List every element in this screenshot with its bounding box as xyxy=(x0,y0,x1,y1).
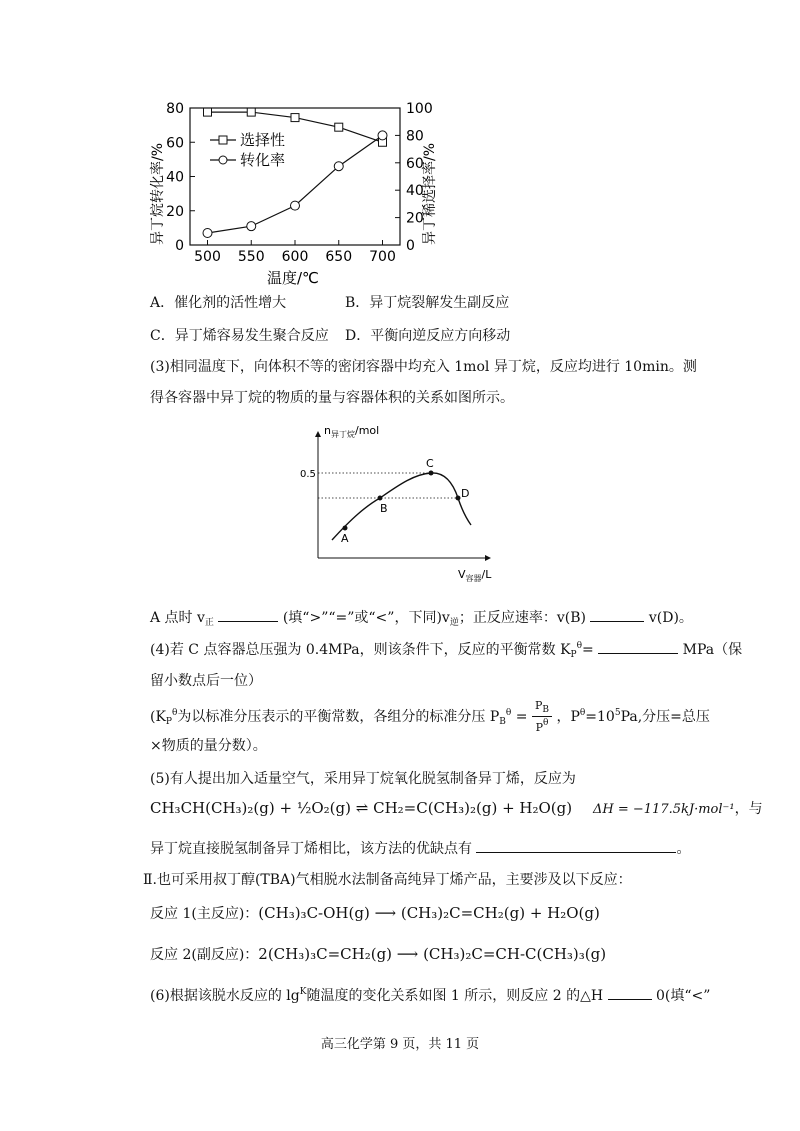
chart-conversion-selectivity xyxy=(140,95,450,290)
x-tick-label-500: 500 xyxy=(194,249,221,265)
point-conversion-500 xyxy=(203,229,212,238)
point-conversion-550 xyxy=(247,222,256,231)
option-a: A．催化剂的活性增大 xyxy=(150,295,287,311)
q5-line1: (5)有人提出加入适量空气，采用异丁烷氧化脱氢制备异丁烯，反应为 xyxy=(150,771,576,787)
blank-delta-h[interactable] xyxy=(608,999,652,1000)
q5-equation-line: CH₃CH(CH₃)₂(g) + ½O₂(g) ⇌ CH₂=C(CH₃)₂(g) + H₂O(g) ΔH = −117.5kJ·mol⁻¹，与 xyxy=(150,799,763,817)
y-right-axis-label: 异丁稀选择率/% xyxy=(422,142,438,245)
q3-line2: 得各容器中异丁烷的物质的量与容器体积的关系如图所示。 xyxy=(150,390,514,406)
y-right-tick-label-100: 100 xyxy=(406,101,433,117)
y-left-tick-label-60: 60 xyxy=(166,135,184,152)
label-b: B xyxy=(380,502,388,515)
y-right-tick-label-40: 40 xyxy=(406,183,424,200)
x-axis-label: $V_{容器}/L$ xyxy=(458,568,492,583)
point-b xyxy=(378,496,383,501)
point-selectivity-600 xyxy=(291,114,299,122)
y-axis-label: $n_{异丁烷}$/mol xyxy=(324,424,380,439)
blank-vb-vd[interactable] xyxy=(590,621,644,622)
legend-circle-marker xyxy=(219,156,227,164)
x-tick-label-700: 700 xyxy=(369,249,396,265)
y-tick-0.5: 0.5 xyxy=(300,469,316,480)
page-footer: 高三化学第 9 页，共 11 页 xyxy=(320,1037,480,1052)
blank-a-rate[interactable] xyxy=(218,621,278,622)
point-selectivity-500 xyxy=(204,108,212,116)
reaction-2: 反应 2(副反应)：2(CH₃)₃C=CH₂(g) ⟶ (CH₃)₂C=CH-C(CH₃)₃(g) xyxy=(150,945,607,963)
y-right-tick-label-0: 0 xyxy=(406,238,415,254)
q4-line1: (4)若 C 点容器总压强为 0.4MPa，则该条件下，反应的平衡常数 $K_P^\theta= MPa$（保 xyxy=(150,641,743,660)
x-tick-label-550: 550 xyxy=(237,249,265,265)
point-conversion-600 xyxy=(291,201,300,210)
y-left-tick-label-40: 40 xyxy=(166,169,184,186)
chart-moles-vs-volume xyxy=(290,418,520,588)
y-left-tick-label-80: 80 xyxy=(166,101,184,117)
plot-frame xyxy=(190,108,400,245)
option-d: D．平衡向逆反应方向移动 xyxy=(345,328,511,344)
q5-delta-h: ΔH = −117.5kJ·mol⁻¹ xyxy=(593,802,735,817)
blank-pros-cons[interactable] xyxy=(476,852,676,853)
y-left-axis-label: 异丁烷转化率/% xyxy=(150,142,166,245)
blank-kp[interactable] xyxy=(598,653,678,654)
y-right-tick-label-80: 80 xyxy=(406,128,424,145)
y-right-tick-label-60: 60 xyxy=(406,155,424,172)
series-line-转化率 xyxy=(208,135,383,233)
q5-line3: 异丁烷直接脱氢制备异丁烯相比，该方法的优缺点有 。 xyxy=(150,841,691,857)
point-conversion-650 xyxy=(334,162,343,171)
q4-line4: ×物质的量分数）。 xyxy=(150,738,267,754)
y-left-tick-label-0: 0 xyxy=(175,238,184,254)
label-a: A xyxy=(341,532,349,545)
label-c: C xyxy=(426,457,434,470)
curve xyxy=(332,473,471,540)
x-tick-label-650: 650 xyxy=(325,249,353,265)
point-selectivity-550 xyxy=(247,108,255,116)
point-d xyxy=(456,496,461,501)
y-right-tick-label-20: 20 xyxy=(406,210,424,227)
legend xyxy=(210,131,285,169)
part2-intro: Ⅱ.也可采用叔丁醇(TBA)气相脱水法制备高纯异丁烯产品，主要涉及以下反应： xyxy=(143,872,632,888)
y-left-tick-label-20: 20 xyxy=(166,203,184,220)
q6-line: (6)根据该脱水反应的 $\lg^K$随温度的变化关系如图 1 所示，则反应 2 的△H 0(填“<” xyxy=(150,987,711,1004)
legend-label-selectivity: 选择性 xyxy=(240,131,286,149)
q5-equation: CH₃CH(CH₃)₂(g) + ½O₂(g) ⇌ CH₂=C(CH₃)₂(g) + H₂O(g) xyxy=(150,799,573,817)
q3-line1: (3)相同温度下，向体积不等的密闭容器中均充入 1mol 异丁烷，反应均进行 10min。测 xyxy=(150,359,697,375)
point-conversion-700 xyxy=(378,131,387,140)
legend-square-marker xyxy=(219,136,227,144)
q4-line2: 留小数点后一位） xyxy=(150,673,262,689)
q4-line3: ($K_P^\theta$为以标准分压表示的平衡常数，各组分的标准分压 $P_B^\theta$ = $\frac{P_B}{P^\theta}$ ，$P^\theta=10^5Pa$,分压=总压 xyxy=(150,699,710,734)
option-c: C．异丁烯容易发生聚合反应 xyxy=(150,328,329,344)
reaction-1: 反应 1(主反应)：(CH₃)₃C-OH(g) ⟶ (CH₃)₂C=CH₂(g) + H₂O(g) xyxy=(150,904,600,922)
label-d: D xyxy=(461,487,470,500)
x-tick-label-600: 600 xyxy=(281,249,309,265)
q3a-line: A 点时 $v_正$ (填“>”“=”或“<”，下同)$v_逆$；正反应速率：v(B) v(D)。 xyxy=(150,610,693,628)
point-c xyxy=(429,471,434,476)
legend-label-conversion: 转化率 xyxy=(240,151,286,169)
point-selectivity-650 xyxy=(335,123,343,131)
point-a xyxy=(343,526,348,531)
option-b: B．异丁烷裂解发生副反应 xyxy=(345,295,510,311)
x-axis-label: 温度/℃ xyxy=(267,269,319,287)
fraction-pb-ptheta: $\frac{P_B}{P^\theta}$ xyxy=(532,700,552,734)
